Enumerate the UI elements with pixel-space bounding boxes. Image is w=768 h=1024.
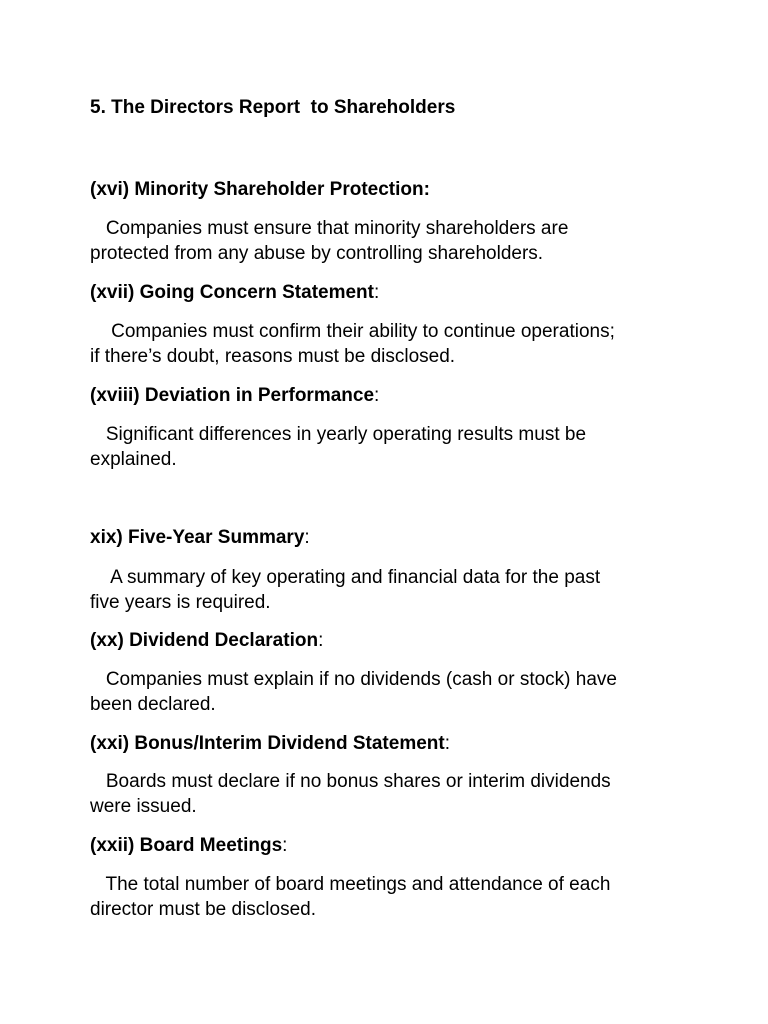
section-body-bonus-interim-dividend [90, 769, 690, 819]
section-heading-text: (xvii) Going Concern Statement [90, 282, 374, 303]
body-line: Companies must explain if no dividends (cash or stock) have [90, 669, 617, 690]
body-line: The total number of board meetings and attendance of each [90, 874, 611, 895]
section-heading-minority-protection [90, 178, 430, 202]
section-heading-suffix: : [373, 282, 380, 303]
section-heading-going-concern [90, 281, 379, 305]
section-heading-bonus-interim-dividend [90, 732, 450, 756]
body-line: director must be disclosed. [90, 899, 316, 920]
section-body-going-concern [90, 319, 690, 369]
body-line: were issued. [90, 796, 197, 817]
section-body-deviation-performance [90, 422, 690, 472]
section-heading-text: (xx) Dividend Declaration [90, 630, 319, 651]
body-line: protected from any abuse by controlling shareholders. [90, 243, 544, 264]
body-line: Boards must declare if no bonus shares or interim dividends [90, 771, 611, 792]
section-heading-dividend-declaration [90, 629, 323, 653]
section-heading-board-meetings [90, 834, 287, 858]
document-title: 5. The Directors Report to Shareholders [90, 97, 456, 118]
section-heading-text: (xxi) Bonus/Interim Dividend Statement [90, 733, 445, 754]
body-line: explained. [90, 449, 177, 470]
section-heading-suffix: : [374, 385, 380, 406]
section-body-board-meetings [90, 872, 690, 922]
section-heading-suffix: : [444, 733, 451, 754]
section-heading-five-year-summary [90, 526, 310, 550]
body-line: if there’s doubt, reasons must be disclosed. [90, 346, 456, 367]
section-heading-text: (xxii) Board Meetings [90, 835, 283, 856]
section-body-dividend-declaration [90, 667, 690, 717]
section-heading-text: (xviii) Deviation in Performance [90, 385, 375, 406]
section-heading-text: xix) Five-Year Summary [90, 527, 305, 548]
section-heading-suffix: : [282, 835, 288, 856]
section-heading-deviation-performance [90, 384, 379, 408]
body-line: Significant differences in yearly operating results must be [90, 424, 587, 445]
section-heading-suffix: : [304, 527, 310, 548]
section-body-minority-protection [90, 216, 690, 266]
body-line: A summary of key operating and financial data for the past [90, 567, 601, 588]
section-body-five-year-summary [90, 565, 690, 615]
section-heading-text: (xvi) Minority Shareholder Protection: [90, 179, 430, 200]
body-line: Companies must confirm their ability to continue operations; [90, 321, 615, 342]
body-line: Companies must ensure that minority shareholders are [90, 218, 569, 239]
body-line: five years is required. [90, 592, 271, 613]
body-line: been declared. [90, 694, 216, 715]
section-heading-suffix: : [318, 630, 324, 651]
